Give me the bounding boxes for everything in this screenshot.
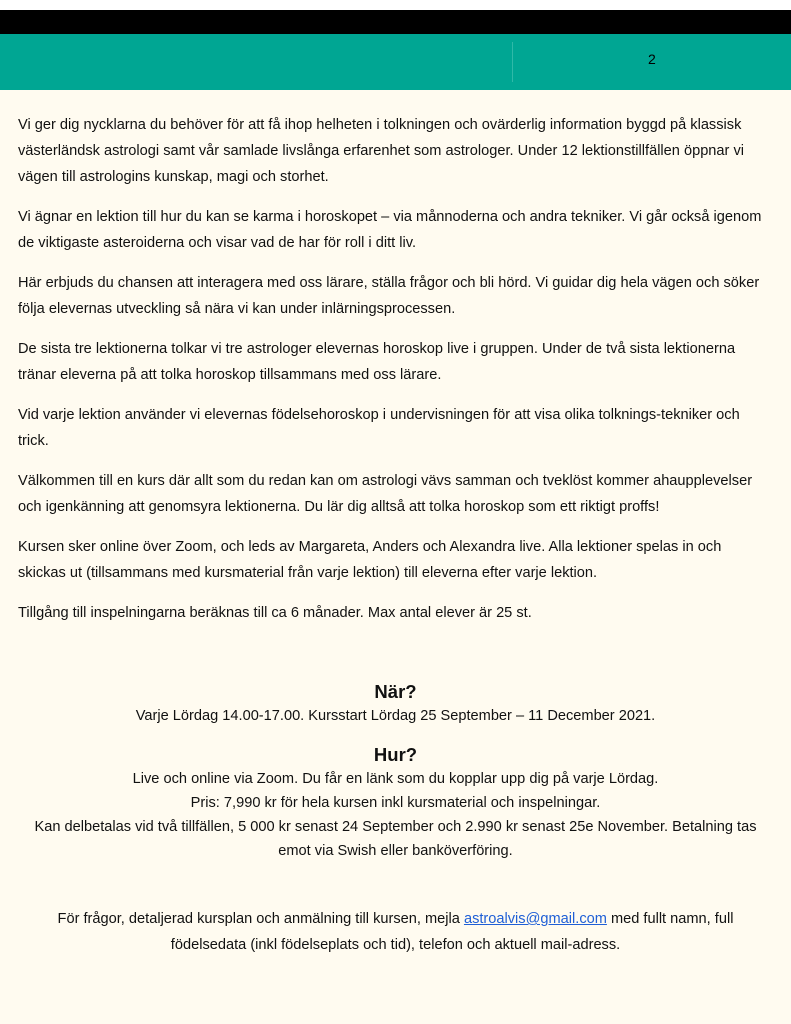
email-link[interactable]: astroalvis@gmail.com	[463, 911, 607, 927]
header-divider	[512, 42, 513, 82]
paragraph-live-readings: De sista tre lektionerna tolkar vi tre astrologer elevernas horoskop live i gruppen. Under de två sista lektionerna tränar eleverna på att tolka horoskop tillsammans med oss lärare.	[18, 341, 736, 383]
how-line-price: Pris: 7,990 kr för hela kursen inkl kursmaterial och inspelningar.	[190, 795, 601, 811]
paragraph-intro: Vi ger dig nycklarna du behöver för att få ihop helheten i tolkningen och ovärderlig information byggd på klassisk västerländsk astrologi samt vår samlade livslånga erfarenhet som astrologer. Under 12 lektionstillfällen öppnar vi vägen till astrologins kunskap, magi och storhet.	[18, 117, 744, 185]
when-text: Varje Lördag 14.00-17.00. Kursstart Lördag 25 September – 11 December 2021.	[135, 708, 656, 724]
how-heading: Hur?	[373, 744, 418, 765]
when-section	[18, 680, 773, 728]
top-margin	[0, 0, 791, 10]
paragraph-welcome: Välkommen till en kurs där allt som du redan kan om astrologi vävs samman och tveklöst kommer ahaupplevelser och igenkänning att genomsyra lektionerna. Du lär dig alltså att tolka horoskop som ett riktigt proffs!	[18, 473, 753, 515]
how-section	[18, 743, 773, 863]
page-number: 2	[648, 51, 656, 67]
paragraph-zoom: Kursen sker online över Zoom, och leds av Margareta, Anders och Alexandra live. Alla lektioner spelas in och skickas ut (tillsammans med kursmaterial från varje lektion) till eleverna efter varje lektion.	[18, 539, 722, 581]
how-line-payment: Kan delbetalas vid två tillfällen, 5 000 kr senast 24 September och 2.990 kr senast 25e November. Betalning tas emot via Swish eller banköverföring.	[34, 819, 757, 859]
contact-text-after: med fullt namn, full födelsedata (inkl födelseplats och tid), telefon och aktuell mail-adress.	[170, 911, 734, 953]
header-teal-band	[0, 34, 791, 90]
paragraph-interaction: Här erbjuds du chansen att interagera med oss lärare, ställa frågor och bli hörd. Vi guidar dig hela vägen och söker följa elevernas utveckling så nära vi kan under inlärningsprocessen.	[18, 275, 760, 317]
header-black-bar	[0, 10, 791, 34]
when-heading: När?	[374, 681, 417, 702]
paragraph-birth-charts: Vid varje lektion använder vi elevernas födelsehoroskop i undervisningen för att visa olika tolknings-tekniker och trick.	[18, 407, 740, 449]
paragraph-recordings: Tillgång till inspelningarna beräknas till ca 6 månader. Max antal elever är 25 st.	[18, 605, 532, 621]
paragraph-karma: Vi ägnar en lektion till hur du kan se karma i horoskopet – via månnoderna och andra tekniker. Vi går också igenom de viktigaste asteroiderna och visar vad de har för roll i ditt liv.	[18, 209, 762, 251]
contact-text-before: För frågor, detaljerad kursplan och anmälning till kursen, mejla	[57, 911, 464, 927]
how-line-format: Live och online via Zoom. Du får en länk som du kopplar upp dig på varje Lördag.	[132, 771, 659, 787]
contact-paragraph	[18, 906, 773, 958]
body-text	[18, 112, 773, 640]
